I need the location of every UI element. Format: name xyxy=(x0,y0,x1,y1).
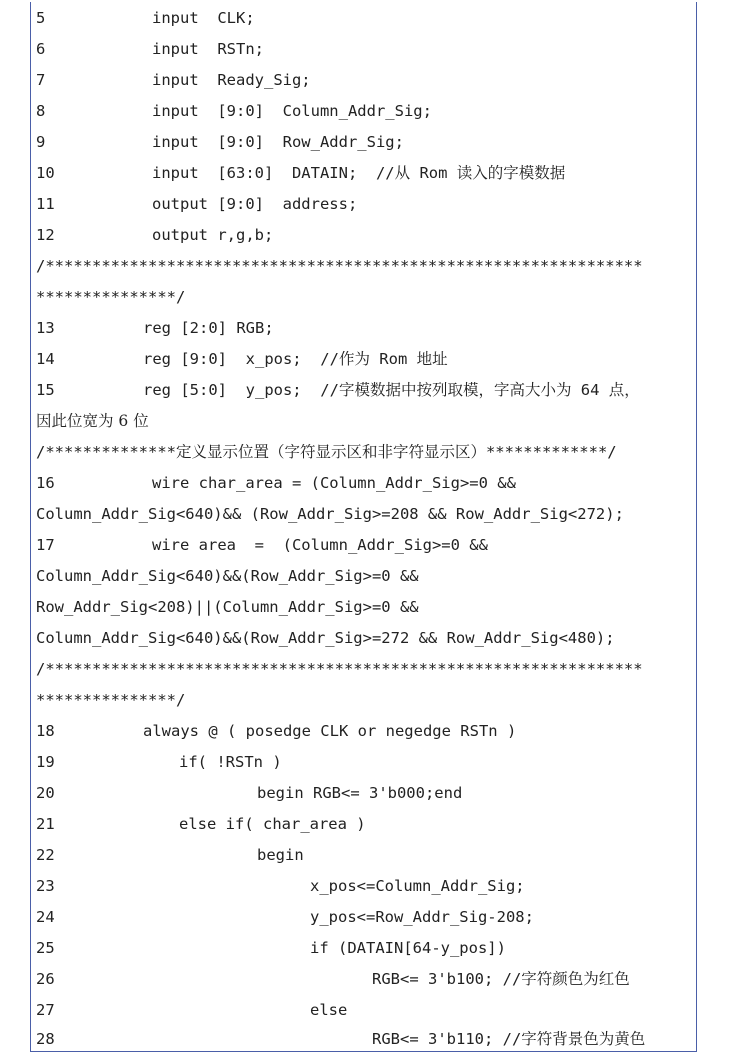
code-listing: 5 input CLK; 6 input RSTn; 7 input Ready_Sig; 8 input [9:0] Column_Addr_Sig; 9 input [9:0] Row_Addr_Sig; 10 input [63:0] DATAIN; //从 Rom 读入的字模数据 11 output [9:0] address; 12 output r,g,b; /**************************************************************** ***************/ 13 reg [2:0] RGB; 14 reg [9:0] x_pos; //作为 Rom 地址 15 reg [5:0] y_pos; //字模数据中按列取模，字高大小为 64 点， 因此位宽为 6 位 /**************定义显示位置（字符显示区和非字符显示区）*************/ 16 wire char_area = (Column_Addr_Sig>=0 && Column_Addr_Sig<640)&& (Row_Addr_Sig>=208 && Row_Addr_Sig<272); 17 wire area = (Column_Addr_Sig>=0 && Column_Addr_Sig<640)&&(Row_Addr_Sig>=0 && Row_Addr_Sig<208)||(Column_Addr_Sig>=0 && Column_Addr_Sig<640)&&(Row_Addr_Sig>=272 && Row_Addr_Sig<480); /**************************************************************** ***************/ 18 always @ ( posedge CLK or negedge RSTn ) 19 if( !RSTn ) 20 begin RGB<= 3'b000;end 21 else if( char_area ) 22 begin 23 x_pos<=Column_Addr_Sig; 24 y_pos<=Row_Addr_Sig-208; 25 if (DATAIN[64-y_pos]) 26 RGB<= 3'b100; //字符颜色为红色 27 else 28 RGB<= 3'b110; //字符背景色为黄色 xyxy=(30,2,697,1052)
